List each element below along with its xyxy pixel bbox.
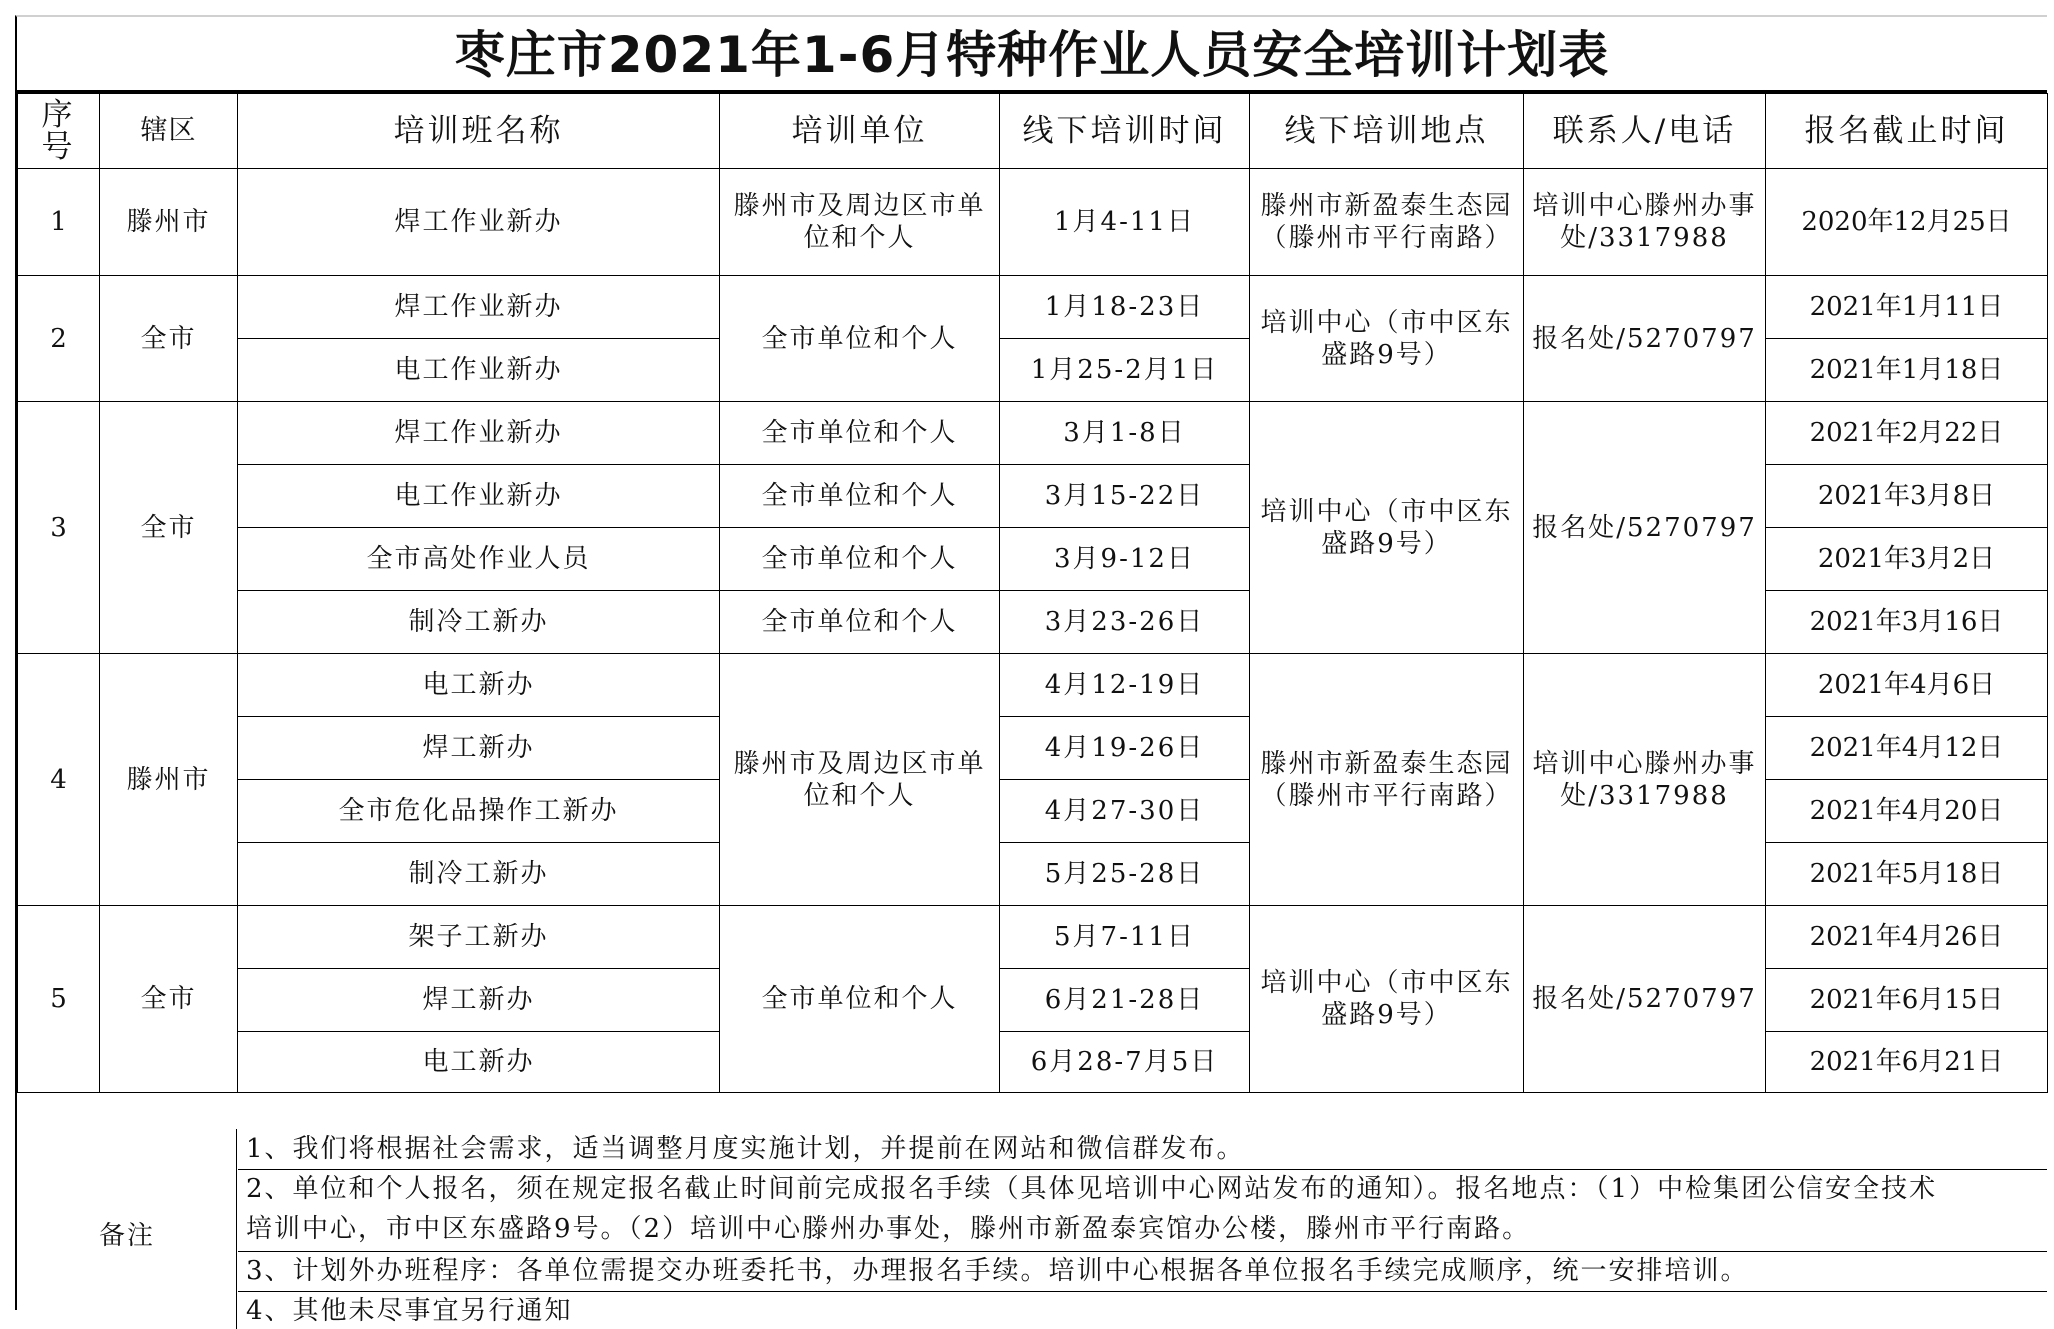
deadline-cell: 2021年4月20日 [1766,780,2048,843]
time-cell: 6月28-7月5日 [1000,1032,1250,1093]
time-cell: 4月27-30日 [1000,780,1250,843]
note-line-2: 2、单位和个人报名，须在规定报名截止时间前完成报名手续（具体见培训中心网站发布的通知）。报名地点：（1）中检集团公信安全技术 [246,1174,1938,1204]
deadline-cell: 2021年3月2日 [1766,528,2048,591]
note-line-1: 1、我们将根据社会需求，适当调整月度实施计划，并提前在网站和微信群发布。 [246,1134,1245,1164]
time-cell: 3月15-22日 [1000,465,1250,528]
course-cell: 焊工作业新办 [238,276,720,339]
course-cell: 焊工作业新办 [238,402,720,465]
seq-cell: 1 [18,169,100,276]
org-cell: 全市单位和个人 [720,402,1000,465]
place-cell: 培训中心（市中区东盛路9号） [1250,276,1524,402]
time-cell: 3月1-8日 [1000,402,1250,465]
header-org: 培训单位 [720,94,1000,169]
deadline-cell: 2021年1月11日 [1766,276,2048,339]
note-divider [238,1291,2047,1292]
deadline-cell: 2021年4月12日 [1766,717,2048,780]
training-plan-table [17,93,2048,1093]
contact-cell: 报名处/5270797 [1524,402,1766,654]
org-cell: 全市单位和个人 [720,276,1000,402]
deadline-cell: 2021年1月18日 [1766,339,2048,402]
header-district: 辖区 [100,94,238,169]
course-cell: 制冷工新办 [238,843,720,906]
place-cell: 培训中心（市中区东盛路9号） [1250,402,1524,654]
header-time: 线下培训时间 [1000,94,1250,169]
org-cell: 滕州市及周边区市单位和个人 [720,169,1000,276]
note-divider [238,1169,2047,1170]
deadline-cell: 2021年3月16日 [1766,591,2048,654]
place-cell: 培训中心（市中区东盛路9号） [1250,906,1524,1093]
header-seq: 序号 [18,94,100,169]
time-cell: 6月21-28日 [1000,969,1250,1032]
district-cell: 全市 [100,276,238,402]
header-contact: 联系人/电话 [1524,94,1766,169]
contact-cell: 培训中心滕州办事处/3317988 [1524,654,1766,906]
time-cell: 4月19-26日 [1000,717,1250,780]
deadline-cell: 2021年2月22日 [1766,402,2048,465]
deadline-cell: 2021年6月15日 [1766,969,2048,1032]
deadline-cell: 2020年12月25日 [1766,169,2048,276]
deadline-cell: 2021年4月6日 [1766,654,2048,717]
table-row [18,276,2048,339]
course-cell: 全市危化品操作工新办 [238,780,720,843]
org-cell: 全市单位和个人 [720,906,1000,1093]
note-line-2-cont: 培训中心，市中区东盛路9号。（2）培训中心滕州办事处，滕州市新盈泰宾馆办公楼，滕州市平行南路。 [246,1214,1531,1244]
course-cell: 电工新办 [238,1032,720,1093]
time-cell: 5月7-11日 [1000,906,1250,969]
notes-body [238,1129,2047,1329]
table-row [18,402,2048,465]
course-cell: 制冷工新办 [238,591,720,654]
course-cell: 电工新办 [238,654,720,717]
table-row [18,169,2048,276]
header-row [18,94,2048,169]
course-cell: 焊工新办 [238,969,720,1032]
seq-cell: 4 [18,654,100,906]
contact-cell: 报名处/5270797 [1524,276,1766,402]
table-row [18,906,2048,969]
notes-label-cell [17,1129,237,1329]
time-cell: 1月25-2月1日 [1000,339,1250,402]
seq-cell: 3 [18,402,100,654]
place-cell: 滕州市新盈泰生态园（滕州市平行南路） [1250,169,1524,276]
course-cell: 架子工新办 [238,906,720,969]
place-cell: 滕州市新盈泰生态园（滕州市平行南路） [1250,654,1524,906]
course-cell: 焊工新办 [238,717,720,780]
deadline-cell: 2021年3月8日 [1766,465,2048,528]
deadline-cell: 2021年6月21日 [1766,1032,2048,1093]
district-cell: 滕州市 [100,654,238,906]
seq-cell: 5 [18,906,100,1093]
notes-label: 备注 [98,1221,155,1251]
org-cell: 滕州市及周边区市单位和个人 [720,654,1000,906]
time-cell: 1月4-11日 [1000,169,1250,276]
time-cell: 1月18-23日 [1000,276,1250,339]
note-line-4: 4、其他未尽事宜另行通知 [246,1296,573,1326]
time-cell: 3月23-26日 [1000,591,1250,654]
contact-cell: 报名处/5270797 [1524,906,1766,1093]
spreadsheet [15,15,2047,1326]
district-cell: 全市 [100,906,238,1093]
course-cell: 电工作业新办 [238,339,720,402]
course-cell: 电工作业新办 [238,465,720,528]
deadline-cell: 2021年5月18日 [1766,843,2048,906]
header-place: 线下培训地点 [1250,94,1524,169]
org-cell: 全市单位和个人 [720,528,1000,591]
district-cell: 全市 [100,402,238,654]
table-row [18,654,2048,717]
org-cell: 全市单位和个人 [720,465,1000,528]
time-cell: 5月25-28日 [1000,843,1250,906]
course-cell: 焊工作业新办 [238,169,720,276]
org-cell: 全市单位和个人 [720,591,1000,654]
header-course: 培训班名称 [238,94,720,169]
header-deadline: 报名截止时间 [1766,94,2048,169]
note-line-3: 3、计划外办班程序：各单位需提交办班委托书，办理报名手续。培训中心根据各单位报名手续完成顺序，统一安排培训。 [246,1256,1749,1286]
page-title: 枣庄市2021年1-6月特种作业人员安全培训计划表 [17,17,2047,93]
contact-cell: 培训中心滕州办事处/3317988 [1524,169,1766,276]
notes-section [17,1129,2047,1329]
deadline-cell: 2021年4月26日 [1766,906,2048,969]
note-divider [238,1251,2047,1252]
time-cell: 4月12-19日 [1000,654,1250,717]
seq-cell: 2 [18,276,100,402]
course-cell: 全市高处作业人员 [238,528,720,591]
time-cell: 3月9-12日 [1000,528,1250,591]
district-cell: 滕州市 [100,169,238,276]
